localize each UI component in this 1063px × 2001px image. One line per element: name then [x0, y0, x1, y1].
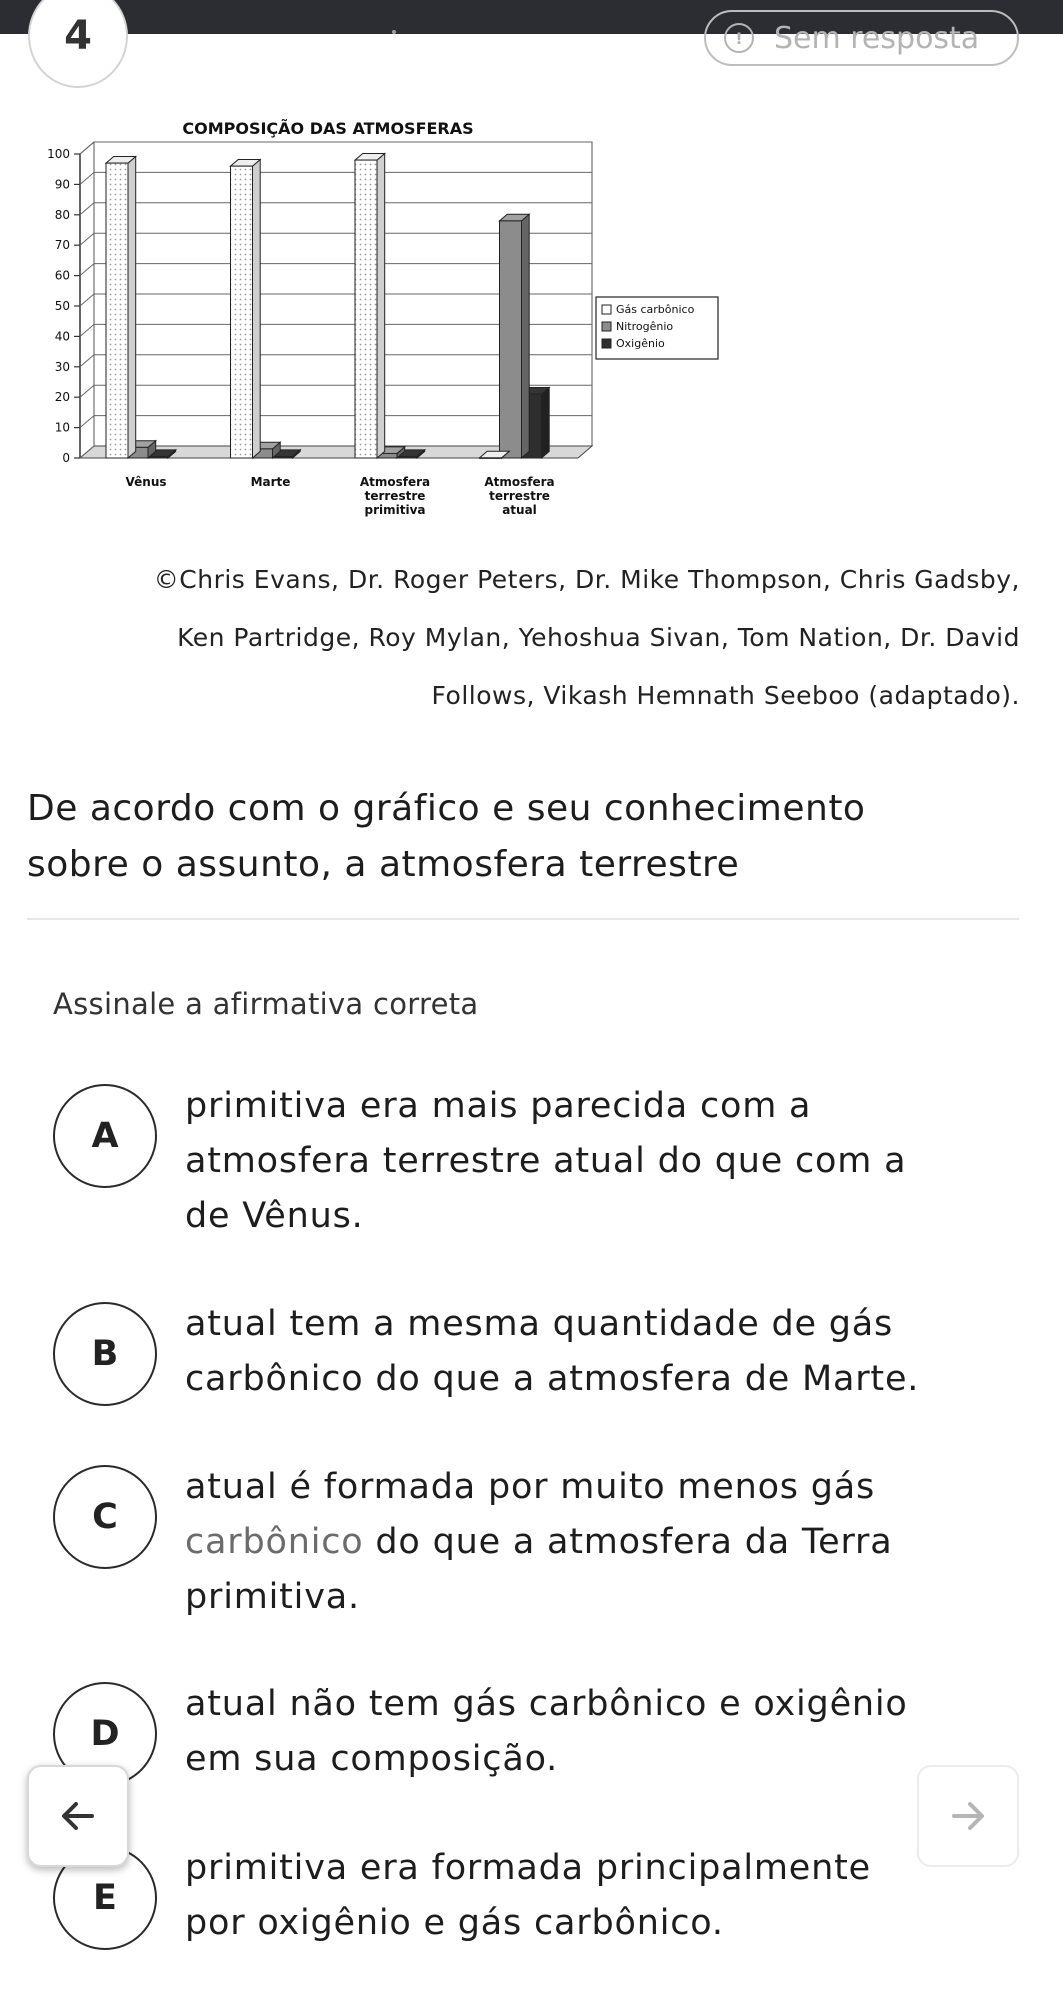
- legend-label: Oxigênio: [616, 337, 665, 350]
- bar-side: [542, 388, 550, 458]
- option-d-line: atual não tem gás carbônico e oxigênio: [185, 1684, 908, 1724]
- legend-swatch: [602, 339, 611, 348]
- x-tick-label: Atmosfera: [359, 475, 431, 489]
- x-tick-label: terrestre: [489, 489, 550, 503]
- arrow-left-icon: [56, 1794, 100, 1838]
- status-dot: [392, 30, 396, 34]
- option-c-line: carbônico do que a atmosfera da Terra: [185, 1522, 893, 1562]
- y-tick-label: 100: [47, 147, 70, 161]
- option-e-letter[interactable]: E: [53, 1846, 157, 1950]
- y-tick-label: 60: [54, 268, 70, 283]
- legend-label: Nitrogênio: [616, 320, 674, 333]
- y-tick-label: 90: [54, 177, 70, 192]
- y-tick-label: 70: [54, 238, 70, 253]
- option-c-text: [185, 1460, 1005, 1625]
- y-tick-label: 80: [54, 207, 70, 222]
- option-c-muted-word: carbônico: [185, 1522, 364, 1562]
- y-tick-label: 40: [54, 329, 70, 344]
- question-number-badge: 4: [28, 0, 128, 88]
- option-c-line: atual é formada por muito menos gás: [185, 1467, 876, 1507]
- x-tick-label: Vênus: [125, 475, 167, 489]
- legend-swatch: [602, 305, 611, 314]
- bar-side: [377, 153, 385, 458]
- legend-swatch: [602, 322, 611, 331]
- bar-side: [128, 157, 136, 458]
- option-a-text: [185, 1079, 1005, 1244]
- bar-gás-carbônico: [106, 163, 128, 458]
- answer-status-label: Sem resposta: [774, 20, 980, 56]
- bar-nitrogênio: [500, 221, 522, 458]
- x-tick-label: Atmosfera: [484, 475, 555, 489]
- option-d-text: [185, 1677, 1005, 1787]
- option-c-line: primitiva.: [185, 1577, 360, 1617]
- x-tick-label: primitiva: [364, 503, 426, 517]
- y-tick-label: 20: [54, 390, 70, 405]
- bar-side: [253, 160, 261, 458]
- previous-button[interactable]: [27, 1765, 129, 1867]
- gridline-diagonal: [80, 264, 94, 276]
- gridline-diagonal: [80, 355, 94, 367]
- option-b-line: carbônico do que a atmosfera de Marte.: [185, 1359, 920, 1399]
- x-tick-label: atual: [502, 503, 537, 517]
- credit-line-3: Follows, Vikash Hemnath Seeboo (adaptado).: [431, 681, 1020, 710]
- question-line-1: De acordo com o gráfico e seu conhecimento: [27, 788, 866, 829]
- gridline-diagonal: [80, 172, 94, 184]
- option-e-line: por oxigênio e gás carbônico.: [185, 1903, 724, 1943]
- chart-svg: [28, 112, 728, 542]
- option-d-line: em sua composição.: [185, 1739, 559, 1779]
- option-a-line: atmosfera terrestre atual do que com a: [185, 1141, 907, 1181]
- gridline-diagonal: [80, 324, 94, 336]
- option-a-line: de Vênus.: [185, 1196, 364, 1236]
- x-tick-label: terrestre: [364, 489, 426, 503]
- question-line-2: sobre o assunto, a atmosfera terrestre: [27, 844, 740, 885]
- gridline-diagonal: [80, 385, 94, 397]
- arrow-right-icon: [946, 1794, 990, 1838]
- bar-gás-carbônico: [231, 166, 253, 458]
- atmosphere-chart: [28, 112, 728, 542]
- question-text: [27, 781, 1027, 893]
- x-tick-label: Marte: [250, 475, 291, 489]
- option-b-letter[interactable]: B: [53, 1302, 157, 1406]
- gridline-diagonal: [80, 294, 94, 306]
- y-tick-label: 0: [62, 451, 70, 465]
- option-e-text: [185, 1841, 1005, 1951]
- y-tick-label: 30: [54, 359, 70, 374]
- option-d-letter[interactable]: D: [53, 1682, 157, 1786]
- gridline-diagonal: [80, 203, 94, 215]
- y-tick-label: 50: [54, 299, 70, 313]
- option-a-line: primitiva era mais parecida com a: [185, 1086, 812, 1126]
- credit-line-2: Ken Partridge, Roy Mylan, Yehoshua Sivan, Tom Nation, Dr. David: [177, 623, 1020, 652]
- legend-label: Gás carbônico: [616, 303, 695, 316]
- gridline-diagonal: [80, 142, 94, 154]
- option-c-letter[interactable]: C: [53, 1465, 157, 1569]
- next-button[interactable]: [917, 1765, 1019, 1867]
- answer-status-pill: [704, 10, 1019, 66]
- divider: [27, 918, 1019, 920]
- bar-gás-carbônico: [480, 458, 502, 459]
- gridline-diagonal: [80, 233, 94, 245]
- option-e-line: primitiva era formada principalmente: [185, 1848, 871, 1888]
- bar-gás-carbônico: [355, 160, 377, 458]
- bar-side: [522, 214, 530, 458]
- option-a-letter[interactable]: A: [53, 1084, 157, 1188]
- chart-title: COMPOSIÇÃO DAS ATMOSFERAS: [182, 119, 474, 138]
- info-icon: !: [724, 23, 754, 53]
- option-b-text: [185, 1297, 1005, 1407]
- gridline-diagonal: [80, 416, 94, 428]
- instruction-text: Assinale a afirmativa correta: [53, 987, 479, 1021]
- y-tick-label: 10: [54, 420, 70, 435]
- option-b-line: atual tem a mesma quantidade de gás: [185, 1304, 894, 1344]
- credit-line-1: ©Chris Evans, Dr. Roger Peters, Dr. Mike Thompson, Chris Gadsby,: [153, 565, 1020, 594]
